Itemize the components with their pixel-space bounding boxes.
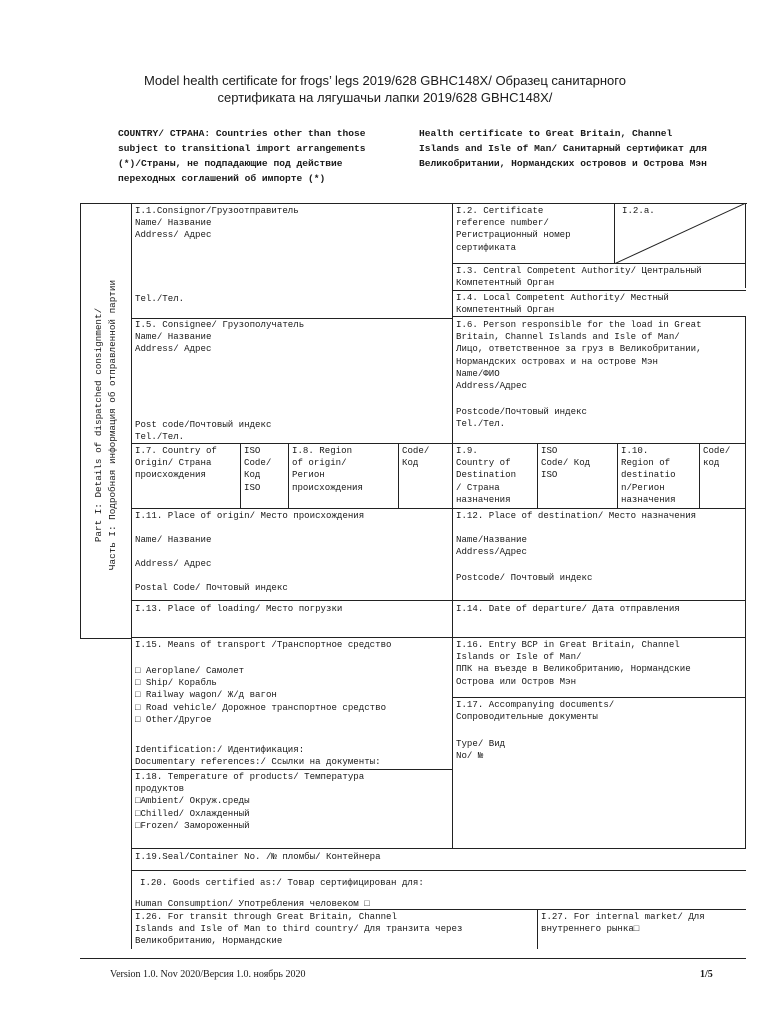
i9-iso-code: ISO Code/ Код ISO <box>541 445 591 481</box>
certificate-header: Health certificate to Great Britain, Channel Islands and Isle of Man/ Санитарный сертификат для Великобритании, Нормандских островов и Острова Мэн <box>419 128 707 169</box>
i27-internal-market: I.27. For internal market/ Для внутреннего рынка□ <box>541 911 705 935</box>
footer-rule <box>80 958 746 959</box>
i15-identification: Identification:/ Идентификация: Documentary references:/ Ссылки на документы: <box>135 744 381 768</box>
i20-human-consumption: Human Consumption/ Употребления человеком □ <box>135 898 370 909</box>
i11-name: Name/ Название <box>135 534 212 545</box>
i5-consignee: I.5. Consignee/ Грузополучатель Name/ Название Address/ Адрес <box>135 319 305 355</box>
i18-temperature: I.18. Temperature of products/ Температура продуктов □Ambient/ Окруж.среды □Chilled/ Охлажденный □Frozen/ Замороженный <box>135 771 365 831</box>
i9-country-destination: I.9. Country of Destination / Страна назначения <box>456 445 517 505</box>
i12-postcode: Postcode/ Почтовый индекс <box>456 572 593 583</box>
i14-date-departure: I.14. Date of departure/ Дата отправления <box>456 603 680 614</box>
i26-transit: I.26. For transit through Great Britain, Channel Islands and Isle of Man to third country/ Для транзита через Великобританию, Нормандские <box>135 911 463 947</box>
i5-postcode-tel: Post code/Почтовый индекс Tel./Тел. <box>135 419 272 443</box>
i19-seal-container: I.19.Seal/Container No. /№ пломбы/ Контейнера <box>135 851 381 862</box>
side-label-ru: Часть I: Подробная информация об отправленной партии <box>107 279 118 571</box>
title-line-2: сертификата на лягушачьи лапки 2019/628 GBHC148X/ <box>217 90 553 105</box>
i8-region-origin: I.8. Region of origin/ Регион происхождения <box>292 445 363 493</box>
i13-place-loading: I.13. Place of loading/ Место погрузки <box>135 603 343 614</box>
i12-place-destination: I.12. Place of destination/ Место назначения <box>456 510 697 521</box>
document-title <box>100 72 670 106</box>
i12-name-address: Name/Название Address/Адрес <box>456 534 527 558</box>
i2-certificate-ref: I.2. Certificate reference number/ Регистрационный номер сертификата <box>456 205 571 253</box>
i2a-label: I.2.a. <box>622 205 655 216</box>
title-line-1: Model health certificate for frogs’ legs 2019/628 GBHC148X/ Образец санитарного <box>144 73 626 88</box>
i6-responsible-person: I.6. Person responsible for the load in Great Britain, Channel Islands and Isle of Man/ Лицо, ответственное за груз в Великобритании, Нормандских островах и на острове Мэн Name/ФИО Address/Адрес <box>456 319 702 392</box>
i17-accompanying-docs: I.17. Accompanying documents/ Сопроводительные документы <box>456 699 615 723</box>
side-label-en: Part I: Details of dispatched consignment/ <box>93 307 104 543</box>
i11-postal-code: Postal Code/ Почтовый индекс <box>135 582 288 593</box>
i1-consignor: I.1.Consignor/Грузоотправитель Name/ Название Address/ Адрес <box>135 205 299 241</box>
country-header: COUNTRY/ СТРАНА: Countries other than those subject to transitional import arrangements (*)/Страны, не подпадающие под действие переходных соглашений об импорте (*) <box>118 128 366 184</box>
i10-region-destination: I.10. Region of destinatio n/Регион назначения <box>621 445 676 505</box>
i15-means-transport: I.15. Means of transport /Транспортное средство <box>135 639 392 650</box>
i11-address: Address/ Адрес <box>135 558 212 569</box>
i15-transport-options: □ Aeroplane/ Самолет □ Ship/ Корабль □ Railway wagon/ Ж/д вагон □ Road vehicle/ Дорожное транспортное средство □ Other/Другое <box>135 665 387 725</box>
i7-country-origin: I.7. Country of Origin/ Страна происхождения <box>135 445 217 481</box>
i7-iso-code: ISO Code/ Код ISO <box>244 445 272 493</box>
i16-entry-bcp: I.16. Entry BCP in Great Britain, Channel Islands or Isle of Man/ ППК на въезде в Великобританию, Нормандские Острова или Остров Мэн <box>456 639 691 687</box>
i17-type-no: Type/ Вид No/ № <box>456 738 506 762</box>
i6-postcode-tel: Postcode/Почтовый индекс Tel./Тел. <box>456 406 587 430</box>
i10-code: Code/ код <box>703 445 731 469</box>
part-one-side-label <box>80 255 132 595</box>
i4-local-authority: I.4. Local Competent Authority/ Местный Компетентный Орган <box>456 292 669 316</box>
footer-page-number: 1/5 <box>700 969 713 980</box>
i20-goods-certified: I.20. Goods certified as:/ Товар сертифицирован для: <box>140 877 424 888</box>
i11-place-origin: I.11. Place of origin/ Место происхождения <box>135 510 365 521</box>
i8-code: Code/ Код <box>402 445 430 469</box>
footer-version: Version 1.0. Nov 2020/Версия 1.0. ноябрь 2020 <box>110 969 306 980</box>
i1-tel: Tel./Тел. <box>135 293 185 304</box>
i3-central-authority: I.3. Central Competent Authority/ Центральный Компетентный Орган <box>456 265 702 289</box>
